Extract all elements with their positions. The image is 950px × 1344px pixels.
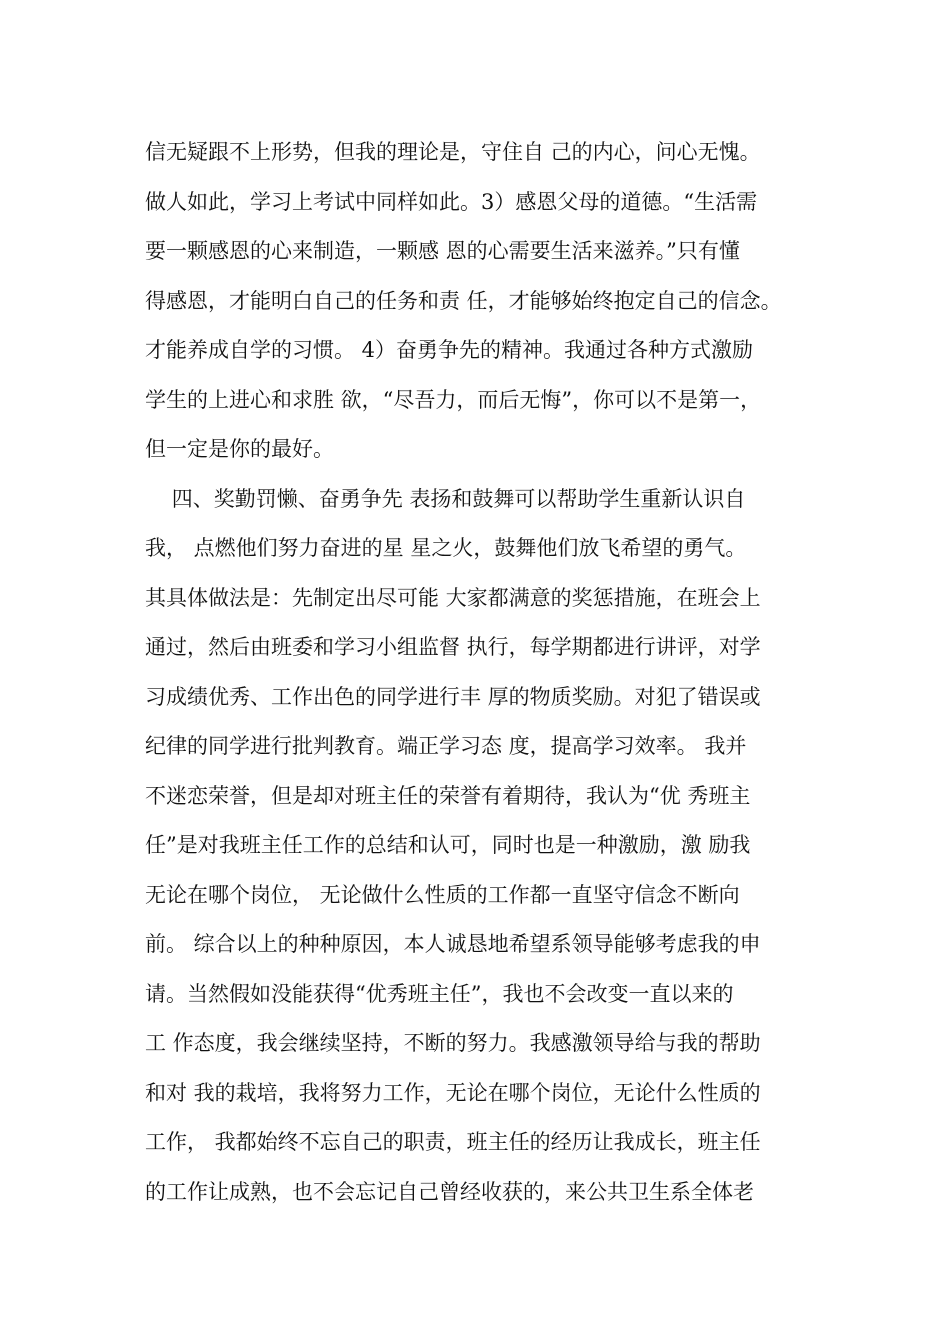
text-line: 工 作态度，我会继续坚持，不断的努力。我感激领导给与我的帮助 — [145, 1031, 761, 1055]
text-line: 不迷恋荣誉，但是却对班主任的荣誉有着期待，我认为“优 秀班主 — [145, 783, 751, 808]
text-line: 但一定是你的最好。 — [145, 437, 334, 461]
text-line: 其具体做法是：先制定出尽可能 大家都满意的奖惩措施，在班会上 — [145, 585, 761, 610]
text-line: 学生的上进心和求胜 欲，“尽吾力，而后无悔”，你可以不是第一， — [145, 387, 762, 412]
text-line: 的工作让成熟，也不会忘记自己曾经收获的，来公共卫生系全体老 — [145, 1179, 754, 1204]
text-line: 通过，然后由班委和学习小组监督 执行，每学期都进行讲评，对学 — [145, 635, 761, 659]
text-line: 信无疑跟不上形势，但我的理论是，守住自 己的内心，问心无愧。 — [145, 140, 761, 164]
text-line: 前。 综合以上的种种原因，本人诚恳地希望系领导能够考虑我的申 — [145, 932, 761, 956]
text-line: 要一颗感恩的心来制造，一颗感 恩的心需要生活来滋养。”只有懂 — [145, 239, 740, 263]
text-line: 无论在哪个岗位， 无论做什么性质的工作都一直坚守信念不断向 — [145, 882, 740, 907]
text-line: 工作， 我都始终不忘自己的职责，班主任的经历让我成长，班主任 — [145, 1130, 761, 1154]
text-line: 习成绩优秀、工作出色的同学进行丰 厚的物质奖励。对犯了错误或 — [145, 684, 761, 709]
text-line: 四、奖勤罚懒、奋勇争先 表扬和鼓舞可以帮助学生重新认识自 — [145, 486, 746, 511]
text-line: 得感恩，才能明白自己的任务和责 任，才能够始终抱定自己的信念。 — [145, 288, 782, 313]
body-text — [145, 128, 845, 1217]
text-line: 做人如此，学习上考试中同样如此。3）感恩父母的道德。“生活需 — [145, 189, 758, 214]
text-line: 才能养成自学的习惯。 4）奋勇争先的精神。我通过各种方式激励 — [145, 338, 754, 362]
text-line: 纪律的同学进行批判教育。端正学习态 度，提高学习效率。 我并 — [145, 734, 747, 758]
text-line: 我， 点燃他们努力奋进的星 星之火，鼓舞他们放飞希望的勇气。 — [145, 536, 747, 560]
text-line: 任”是对我班主任工作的总结和认可，同时也是一种激励，激 励我 — [145, 833, 751, 857]
text-line: 和对 我的栽培，我将努力工作，无论在哪个岗位，无论什么性质的 — [145, 1080, 761, 1105]
text-line: 请。当然假如没能获得“优秀班主任”，我也不会改变一直以来的 — [145, 981, 734, 1006]
